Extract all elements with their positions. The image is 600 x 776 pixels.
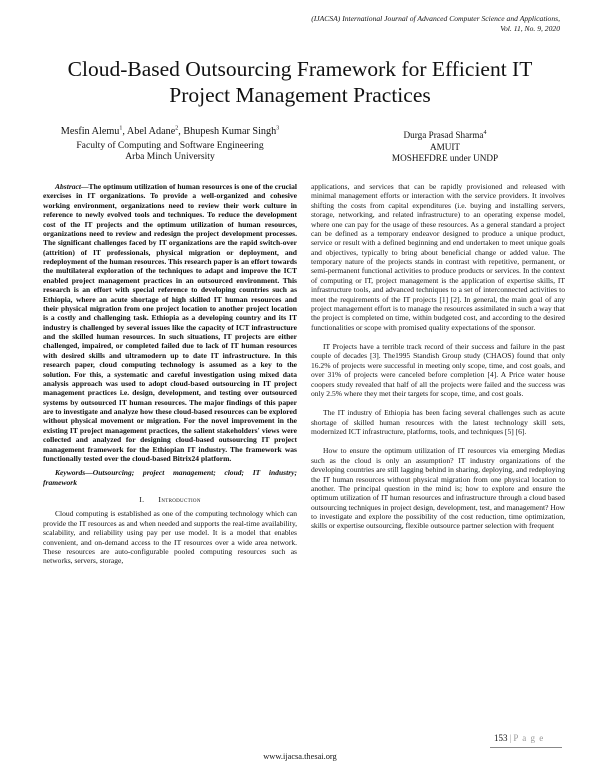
authors-left xyxy=(30,126,310,163)
abstract-text: The optimum utilization of human resources is one of the crucial exercises in IT organizations. To provide a well-organized and cohesive working environment, organizations need to review their work culture in reference to newly evolved tools and techniques. To reduce the development cost of the IT projects and the optimum utilization of human resources, organizations need to review and redesign the project development processes. The significant challenges faced by IT organizations are the rapid switch-over (attrition) of IT professionals, physical migration or deployment, and redeployment of the human resources. This research paper is an effort towards the multilateral exploration of the techniques to adapt and improve the ICT enabled project management practices in an outsourced environment. This research is an effort with special reference to developing countries such as Ethiopia, where an acute shortage of high skilled IT human resources and their physical migration from one project location to another project location is a costly and challenging task. Ethiopia as a developing country and its IT industry is challenged by several issues like the capacity of ICT infrastructure and the skilled human resources. In such situations, IT projects are either challenged, impaired, or completed failed due to lack of IT human resources with desired skills and ultramodern up to date IT infrastructure. In this research paper, cloud computing technology is assumed as a key to the solution. For this, a systematic and careful investigation using mixed data analysis approach was used to adopt cloud-based outsourcing in IT project management practices i.e. design, development, and testing over outsourced systems by outsourced IT human resources. The major findings of this paper are to investigate and analyze how these cloud-based resources can be explored without physical movement or migration. For the novel improvement in the existing IT project management practices, the salient stakeholders' views were collected and analyzed for designing cloud-based outsourcing IT project management framework for the Ethiopian IT industry. The framework was functionally tested over the cloud-based Bitrix24 platform. xyxy=(43,182,297,463)
journal-name: (IJACSA) International Journal of Advanced Computer Science and Applications, xyxy=(311,14,560,23)
authors-right xyxy=(330,130,560,165)
affiliation-faculty: Faculty of Computing and Software Engineering xyxy=(76,139,264,151)
section-title: Introduction xyxy=(158,495,201,504)
author-4-sup: 4 xyxy=(483,129,487,136)
paragraph-optimum-utilization: How to ensure the optimum utilization of IT resources via emerging Medias such as the cloud is only an assumption? IT industry organizations of the developing countries are still lagging behind in sharing, deploying, and redeploying the IT human resources without physical migration from one physical location to another. The principal question in the mind is; how to explore and ensure the optimum utilization of IT human resources and infrastructure through a cloud based outsourcing techniques in project design, development, test, and management? How to investigate and explore the possibility of the cost reduction, time optimization, skills or expertise outsourcing, flexible outsource partner selection with frequent xyxy=(311,446,566,531)
journal-volume: Vol. 11, No. 9, 2020 xyxy=(500,23,560,33)
page-divider: | xyxy=(509,733,512,743)
author-3-sup: 3 xyxy=(276,125,280,132)
abstract xyxy=(43,182,297,463)
left-column xyxy=(43,182,297,566)
title-line-2: Project Management Practices xyxy=(169,83,431,107)
paragraph-cloud-definition: applications, and services that can be rapidly provisioned and released with minimal management efforts or interaction with the service providers. It involves shifting the costs from capital expenditures (i.e. buying and installing servers, storage, networking, and related infrastructure) to an operating expense model, where one can pay for the usage of these resources. As a general standard a project can be defined as a temporary endeavor designed to produce a unique product, service or result with a defined beginning and end undertaken to meet unique goals and objectives, typically to bring about beneficial change or added value. The temporary nature of the projects stands in contrast with repetitive, permanent, or semi-permanent functional activities to produce products or services. In the context of computing or IT, project management is the application of expertise skills, IT infrastructure tools, and advanced techniques to a set of interconnected activities to meet the requirements of the IT projects [1] [2]. In general, the main goal of any project management effort is to manage the resources assimilated in such a way that the project is completed on time, within budgeted cost, and according to the desired functionalities or scope with promised quality expectations of the sponsor. xyxy=(311,182,565,332)
page-number-label xyxy=(494,733,544,743)
author-1: Mesfin Alemu xyxy=(60,126,120,137)
author-separator: , xyxy=(178,126,184,137)
paragraph-it-projects: IT Projects have a terrible track record of their success and failure in the past couple of decades [3]. The1995 Standish Group study (CHAOS) found that only 16.2% of projects were successful in meeting only scope, time, and cost goals, and over 31% of projects were canceled before completion [4]. A Price water house coopers study revealed that half of all the projects were failed and the success was only 2.5% where they met their targets for scope, time, and cost goals. xyxy=(311,342,565,398)
journal-header xyxy=(160,14,560,33)
author-2-sup: 2 xyxy=(175,125,179,132)
section-heading-introduction xyxy=(43,495,297,504)
page-number: 153 xyxy=(494,733,508,743)
affiliation-university: Arba Minch University xyxy=(125,151,215,162)
paragraph-ethiopia: The IT industry of Ethiopia has been facing several challenges such as acute shortage of skilled human resources with the latest technology skill sets, modernized ICT infrastructure, platforms, tools, and techniques [5] [6]. xyxy=(311,408,565,436)
keywords-label: Keywords— xyxy=(55,468,93,478)
author-names xyxy=(30,126,310,138)
section-number: I. xyxy=(139,495,145,504)
abstract-label: Abstract— xyxy=(55,182,89,191)
keywords-text: Outsourcing; project management; cloud; IT industry; framework xyxy=(43,468,297,487)
intro-paragraph: Cloud computing is established as one of the computing technology which can provide the IT resources as and when needed and supports the real-time availability, scalability, and reliability using pay per use model. It is a model that enables convenient, and on-demand access to the IT resources over a wide area network. These resources are auto-configurable pooled computing resources such as networks, servers, storage, xyxy=(43,509,297,566)
affiliation-moshefdre: MOSHEFDRE under UNDP xyxy=(391,153,499,163)
affiliation-amuit: AMUIT xyxy=(429,141,461,152)
page-word: P a g e xyxy=(513,733,545,743)
footer-url: www.ijacsa.thesai.org xyxy=(263,752,337,761)
author-2: Abel Adane xyxy=(126,126,176,137)
author-separator: , xyxy=(122,126,127,137)
author-3: Bhupesh Kumar Singh xyxy=(183,126,277,137)
author-4: Durga Prasad Sharma xyxy=(403,130,484,140)
author-1-sup: 1 xyxy=(119,125,123,132)
right-column xyxy=(311,182,565,531)
keywords xyxy=(43,468,297,487)
title-line-1: Cloud-Based Outsourcing Framework for Efficient IT xyxy=(67,57,533,81)
footer-rule xyxy=(490,747,562,748)
author-4-line xyxy=(330,130,560,142)
paper-title xyxy=(30,56,570,108)
